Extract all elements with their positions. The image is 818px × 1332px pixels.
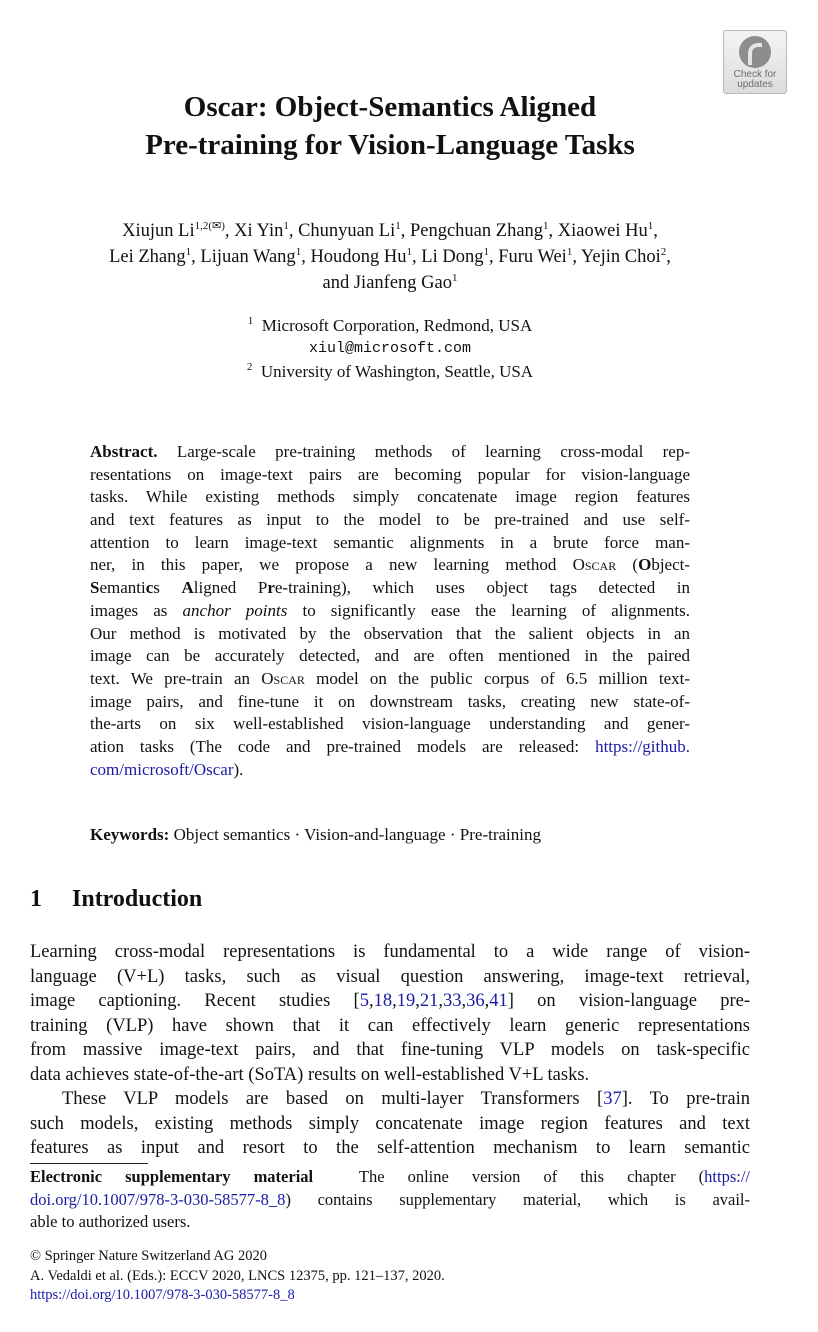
- author-affil-sup: 1: [295, 246, 302, 258]
- abstract-line: image can be accurately detected, and are often mentioned in the paired: [90, 646, 690, 666]
- section-heading: [30, 886, 202, 913]
- citation-link[interactable]: 36: [466, 991, 485, 1011]
- body-line: These VLP models are based on multi-layer Transformers [37]. To pre-train: [62, 1089, 750, 1109]
- citation-link[interactable]: 5: [359, 991, 369, 1011]
- author-name: Houdong Hu: [310, 247, 407, 267]
- author-line-1: Xiujun $Li^{1,2(✉)}$, Xi Yin$^1$, Chunyuan Li$^1$, Pengchuan Zhang$^1$, Xiaowei Hu$^1$,: [122, 220, 658, 241]
- author-name: Li Dong: [421, 247, 484, 267]
- author-affil-sup: 1: [451, 272, 458, 284]
- copyright-line: © Springer Nature Switzerland AG 2020: [30, 1248, 267, 1264]
- abstract-line: ner, in this paper, we propose a new learning method Oscar (Object-: [90, 555, 691, 575]
- citation-link[interactable]: 37: [603, 1089, 622, 1109]
- body-line: such models, existing methods simply concatenate image region features and text: [30, 1113, 750, 1134]
- author-name: Pengchuan Zhang: [409, 221, 544, 241]
- author-affil-sup: 1: [185, 246, 192, 258]
- citation-link[interactable]: 18: [373, 991, 393, 1011]
- affiliation-1: $^1$ Microsoft Corporation, Redmond, USA: [247, 315, 533, 335]
- author-name: Xiaowei Hu: [557, 221, 648, 241]
- keyword: Object semantics: [173, 825, 291, 844]
- keywords: [90, 824, 690, 846]
- doi-link-cont[interactable]: doi.org/10.1007/978-3-030-58577-8_8: [30, 1189, 286, 1209]
- abstract-line: Semantics Aligned Pre-training), which uses object tags detected in: [90, 578, 691, 598]
- author-affil-sup: 1: [543, 220, 549, 232]
- keyword: Pre-training: [459, 825, 541, 844]
- body-line: language (V+L) tasks, such as visual question answering, image-text retrieval,: [30, 966, 750, 987]
- title-line-1: Oscar: Object-Semantics Aligned: [183, 91, 597, 123]
- author-affil-sup: 1: [395, 220, 401, 232]
- author-and: and: [322, 273, 350, 293]
- affiliation-2: $^2$ University of Washington, Seattle, USA: [246, 361, 534, 381]
- body-line: features as input and resort to the self-attention mechanism to learn semantic: [30, 1138, 750, 1158]
- citation-link[interactable]: 41: [489, 991, 508, 1011]
- esm-line: doi.org/10.1007/978-3-030-58577-8_8) contains supplementary material, which is avail-: [30, 1189, 750, 1209]
- author-affil-sup: 1: [283, 220, 289, 232]
- title-line-2: Pre-training for Vision-Language Tasks: [145, 129, 635, 161]
- abstract-line: and text features as input to the model to be pre-trained and use self-: [90, 510, 690, 530]
- supplementary-note: [30, 1166, 750, 1234]
- section-number: 1: [30, 886, 42, 912]
- keyword-separator: ·: [449, 825, 456, 844]
- author-list: [20, 218, 760, 296]
- abstract-line: com/microsoft/Oscar).: [90, 759, 244, 779]
- author-affil-sup: 1: [647, 220, 654, 232]
- author-name: Lei Zhang: [109, 247, 186, 267]
- citation-link[interactable]: 19: [396, 991, 416, 1011]
- author-affil-sup: 1,2(✉): [194, 220, 225, 232]
- github-link-cont[interactable]: com/microsoft/Oscar: [90, 759, 234, 779]
- body-line: training (VLP) have shown that it can effectively learn generic representations: [30, 1015, 750, 1036]
- author-affil-sup: 1: [406, 246, 413, 258]
- check-for-updates-badge[interactable]: [723, 30, 787, 94]
- keyword-separator: ·: [294, 825, 301, 844]
- copyright-block: [30, 1247, 750, 1306]
- body-line: Learning cross-modal representations is fundamental to a wide range of vision-: [30, 942, 750, 962]
- abstract-line: the-arts on six well-established vision-language understanding and gener-: [90, 714, 690, 734]
- abstract-line: attention to learn image-text semantic alignments in a brute force man-: [90, 532, 690, 552]
- abstract-line: image pairs, and fine-tune it on downstream tasks, creating new state-of-: [90, 691, 690, 711]
- esm-label: Electronic supplementary material: [30, 1167, 314, 1186]
- citation-link[interactable]: 33: [442, 991, 462, 1011]
- author-line-3: [20, 270, 760, 296]
- keywords-label: Keywords:: [90, 825, 170, 844]
- intro-body: [30, 940, 750, 1161]
- abstract-line: tasks. While existing methods simply concatenate image region features: [90, 487, 690, 507]
- author-name: Xiujun Li: [122, 221, 195, 241]
- author-name: Chunyuan Li: [298, 221, 396, 241]
- badge-label: Check for updates: [733, 69, 777, 90]
- author-email[interactable]: xiul@microsoft.com: [308, 340, 472, 357]
- citation-link[interactable]: 21: [419, 991, 439, 1011]
- abstract-label: Abstract.: [90, 442, 158, 461]
- author-name: Furu Wei: [498, 247, 567, 267]
- section-title: Introduction: [72, 886, 203, 912]
- affiliations: [90, 314, 690, 383]
- author-name: Yejin Choi: [580, 247, 661, 267]
- abstract-line: ation tasks (The code and pre-trained models are released: https://github.: [90, 736, 690, 756]
- esm-line: able to authorized users.: [30, 1212, 191, 1231]
- author-name: Lijuan Wang: [200, 247, 296, 267]
- author-affil-sup: 1: [566, 246, 573, 258]
- author-affil-sup: 1: [483, 246, 489, 258]
- esm-line: Electronic supplementary material The online version of this chapter (https://: [30, 1167, 750, 1186]
- abstract-line: Abstract. Large-scale pre-training methods of learning cross-modal rep-: [90, 442, 691, 461]
- author-name: Xi Yin: [234, 221, 284, 241]
- doi-link[interactable]: https://: [704, 1167, 750, 1186]
- citation-line: A. Vedaldi et al. (Eds.): ECCV 2020, LNCS 12375, pp. 121–137, 2020.: [30, 1267, 445, 1284]
- body-line: image captioning. Recent studies [5,18,19,21,33,36,41] on vision-language pre-: [30, 991, 750, 1011]
- abstract-line: Our method is motivated by the observation that the salient objects in an: [90, 623, 690, 643]
- body-line: data achieves state-of-the-art (SoTA) results on well-established V+L tasks.: [30, 1064, 590, 1085]
- crossmark-icon: [739, 36, 771, 68]
- author-line-2: Lei Zhang$^1$, Lijuan Wang$^1$, Houdong Hu$^1$, Li Dong$^1$, Furu Wei$^1$, Yejin Choi$^2$,: [109, 246, 671, 267]
- keyword: Vision-and-language: [304, 825, 446, 844]
- body-line: from massive image-text pairs, and that fine-tuning VLP models on task-specific: [30, 1040, 750, 1060]
- abstract-line: images as anchor points to significantly ease the learning of alignments.: [90, 600, 691, 620]
- author-affil-sup: 2: [660, 246, 667, 258]
- copyright-icon: ©: [30, 1248, 42, 1264]
- github-link[interactable]: https://github.: [595, 736, 690, 756]
- doi-link[interactable]: https://doi.org/10.1007/978-3-030-58577-8_8: [30, 1287, 295, 1303]
- abstract-line: resentations on image-text pairs are becoming popular for vision-language: [90, 464, 690, 484]
- abstract: [90, 441, 690, 781]
- paper-title: [60, 88, 720, 164]
- footnote-divider: [30, 1163, 148, 1164]
- author-name: Jianfeng Gao: [353, 273, 452, 293]
- abstract-line: text. We pre-train an Oscar model on the public corpus of 6.5 million text-: [90, 668, 691, 688]
